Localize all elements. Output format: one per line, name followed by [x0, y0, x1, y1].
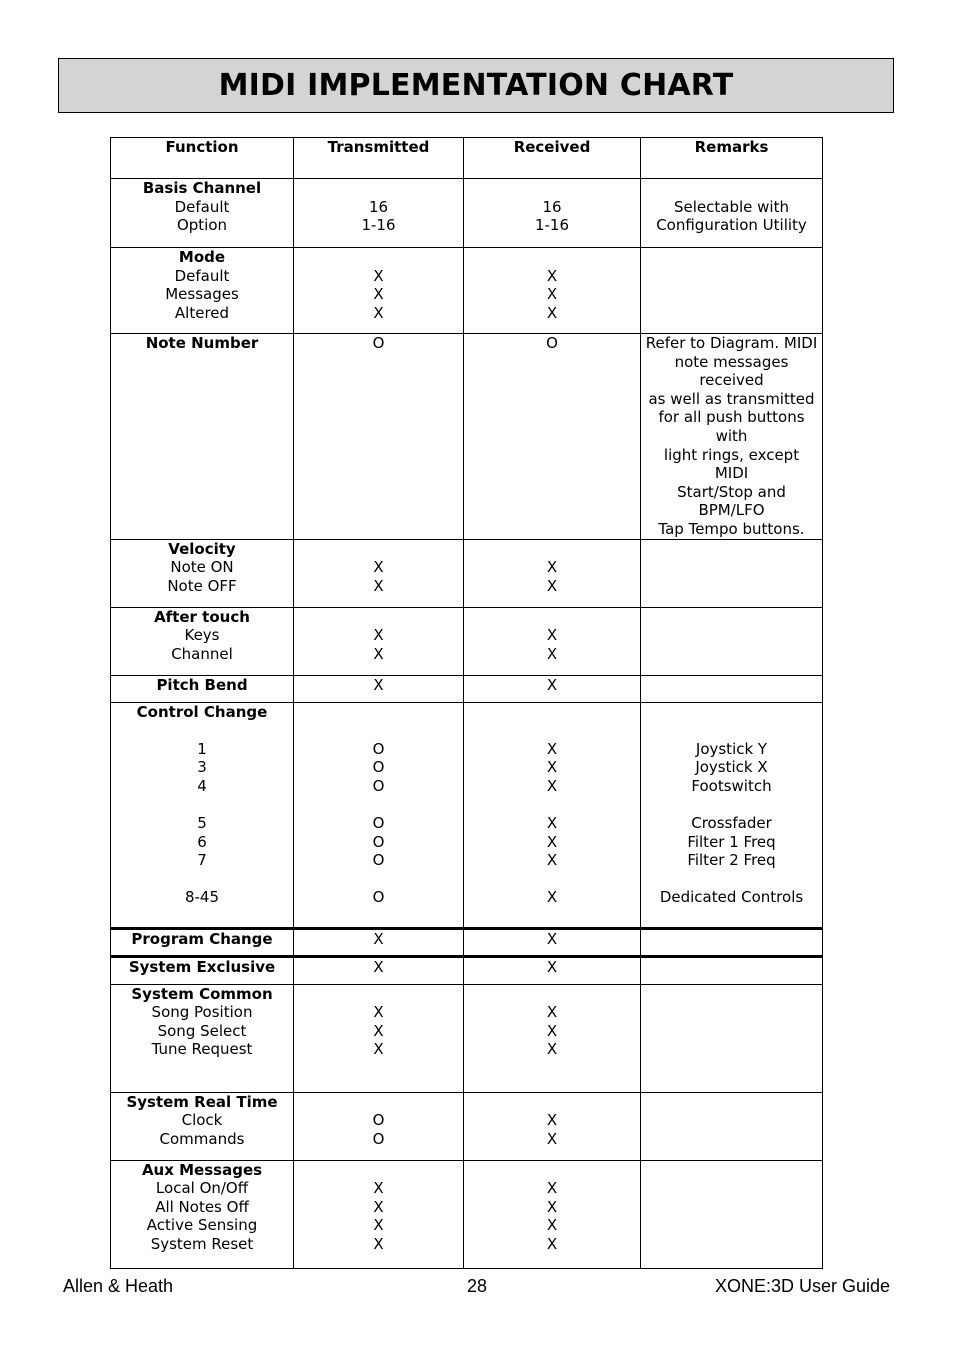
received-cell: [464, 675, 641, 702]
remarks-text: Selectable with: [674, 197, 789, 216]
remarks-cell: [641, 334, 823, 540]
function-heading: System Real Time: [126, 1092, 278, 1111]
received-value: X: [546, 1234, 558, 1253]
transmitted-value: O: [372, 832, 385, 851]
header-function: Function: [165, 138, 239, 156]
function-item: 3: [197, 758, 207, 777]
function-item: System Reset: [150, 1234, 254, 1253]
row-system-real-time: [111, 1092, 823, 1160]
received-cell: [464, 334, 641, 540]
transmitted-value: O: [372, 776, 385, 795]
transmitted-cell: [294, 702, 464, 928]
received-cell: [464, 607, 641, 675]
remarks-cell: [641, 179, 823, 248]
transmitted-cell: [294, 248, 464, 334]
remarks-cell: [641, 984, 823, 1092]
transmitted-value: X: [373, 957, 384, 976]
function-item: 5: [197, 814, 207, 833]
remarks-cell: [641, 702, 823, 928]
received-value: X: [546, 758, 558, 777]
transmitted-value: 1-16: [361, 216, 396, 235]
transmitted-value: O: [372, 851, 385, 870]
transmitted-value: O: [372, 739, 385, 758]
transmitted-cell: [294, 539, 464, 607]
function-item: 6: [197, 832, 207, 851]
received-cell: [464, 956, 641, 984]
row-note-number: [111, 334, 823, 540]
remarks-text: Refer to Diagram. MIDI: [645, 334, 818, 352]
remarks-cell: [641, 1160, 823, 1268]
received-value: 16: [542, 197, 562, 216]
function-cell: [111, 928, 294, 956]
row-system-exclusive: [111, 956, 823, 984]
function-item: 4: [197, 776, 207, 795]
footer-page-number: 28: [467, 1276, 488, 1296]
function-item: 7: [197, 851, 207, 870]
row-control-change: [111, 702, 823, 928]
function-item: Default: [174, 197, 230, 216]
received-value: X: [546, 675, 558, 694]
row-aux-messages: [111, 1160, 823, 1268]
remarks-cell: [641, 956, 823, 984]
remarks-text: for all push buttons with: [658, 408, 805, 445]
received-value: X: [546, 814, 558, 833]
received-cell: [464, 984, 641, 1092]
function-item: Commands: [159, 1129, 245, 1148]
transmitted-cell: [294, 984, 464, 1092]
row-program-change: [111, 928, 823, 956]
remarks-cell: [641, 928, 823, 956]
function-heading: Note Number: [145, 334, 259, 352]
remarks-text: Joystick Y: [695, 739, 768, 758]
remarks-cell: [641, 1092, 823, 1160]
remarks-cell: [641, 675, 823, 702]
received-value: X: [546, 1216, 558, 1235]
received-value: X: [546, 1197, 558, 1216]
remarks-text: Configuration Utility: [656, 216, 807, 235]
function-cell: [111, 179, 294, 248]
function-item: Active Sensing: [146, 1216, 258, 1235]
function-item: Channel: [171, 644, 233, 663]
remarks-text: note messages received: [674, 352, 789, 390]
remarks-text: as well as transmitted: [648, 389, 815, 408]
received-value: 1-16: [534, 216, 570, 235]
function-heading: Pitch Bend: [156, 675, 248, 694]
row-after-touch: [111, 607, 823, 675]
transmitted-value: X: [373, 929, 384, 948]
received-cell: [464, 1160, 641, 1268]
received-cell: [464, 539, 641, 607]
header-row: [111, 138, 823, 179]
header-remarks: Remarks: [694, 138, 769, 156]
remarks-text: Footswitch: [691, 776, 772, 795]
transmitted-value: X: [373, 1040, 384, 1059]
function-item: Option: [176, 216, 228, 235]
received-value: O: [546, 334, 558, 352]
function-item: All Notes Off: [155, 1197, 249, 1216]
function-cell: [111, 607, 294, 675]
transmitted-value: X: [373, 576, 384, 595]
function-heading: Aux Messages: [141, 1160, 263, 1179]
received-value: X: [546, 1003, 558, 1022]
received-value: X: [546, 1129, 558, 1148]
footer-document-title: XONE:3D User Guide: [714, 1276, 890, 1296]
received-value: X: [546, 739, 558, 758]
function-item: 1: [197, 739, 207, 758]
received-value: X: [546, 832, 558, 851]
remarks-text: Tap Tempo buttons.: [658, 519, 805, 538]
function-heading: Velocity: [168, 539, 236, 558]
transmitted-value: X: [373, 303, 384, 322]
received-value: X: [546, 1179, 558, 1198]
function-item: Default: [174, 266, 230, 285]
remarks-text: Crossfader: [691, 814, 772, 833]
function-heading: After touch: [154, 607, 250, 626]
received-value: X: [546, 929, 558, 948]
function-cell: [111, 956, 294, 984]
function-cell: [111, 1092, 294, 1160]
function-cell: [111, 702, 294, 928]
received-value: X: [546, 957, 558, 976]
transmitted-cell: [294, 334, 464, 540]
function-cell: [111, 334, 294, 540]
received-value: X: [546, 1021, 558, 1040]
function-cell: [111, 984, 294, 1092]
transmitted-value: X: [373, 285, 384, 304]
transmitted-value: X: [373, 644, 384, 663]
transmitted-cell: [294, 928, 464, 956]
received-cell: [464, 702, 641, 928]
transmitted-cell: [294, 1092, 464, 1160]
function-heading: Control Change: [136, 702, 268, 721]
transmitted-value: X: [373, 1021, 384, 1040]
received-value: X: [546, 1111, 558, 1130]
transmitted-value: X: [373, 675, 384, 694]
transmitted-value: X: [373, 558, 384, 577]
function-item: Song Select: [157, 1021, 247, 1040]
remarks-cell: [641, 607, 823, 675]
function-item: Tune Request: [151, 1040, 253, 1059]
row-velocity: [111, 539, 823, 607]
remarks-text: Filter 2 Freq: [687, 851, 776, 870]
transmitted-cell: [294, 607, 464, 675]
title-banner: [58, 58, 894, 113]
transmitted-value: X: [373, 1197, 384, 1216]
remarks-text: Dedicated Controls: [659, 888, 804, 907]
received-cell: [464, 179, 641, 248]
function-cell: [111, 248, 294, 334]
received-value: X: [546, 285, 558, 304]
received-value: X: [546, 266, 558, 285]
row-basis-channel: [111, 179, 823, 248]
function-heading: Basis Channel: [142, 179, 262, 197]
header-transmitted: Transmitted: [327, 138, 430, 156]
remarks-text: light rings, except MIDI: [663, 445, 800, 483]
received-value: X: [546, 888, 558, 907]
row-mode: [111, 248, 823, 334]
received-value: X: [546, 576, 558, 595]
transmitted-cell: [294, 956, 464, 984]
transmitted-value: O: [372, 888, 385, 907]
transmitted-value: O: [372, 758, 385, 777]
remarks-cell: [641, 248, 823, 334]
row-pitch-bend: [111, 675, 823, 702]
function-item: Clock: [181, 1111, 223, 1130]
transmitted-cell: [294, 675, 464, 702]
transmitted-value: O: [372, 814, 385, 833]
remarks-text: Start/Stop and BPM/LFO: [677, 482, 786, 520]
transmitted-value: 16: [368, 197, 389, 216]
transmitted-value: O: [372, 1111, 385, 1130]
header-received: Received: [513, 138, 591, 156]
function-heading: System Exclusive: [128, 957, 276, 976]
received-cell: [464, 928, 641, 956]
transmitted-value: X: [373, 266, 384, 285]
remarks-cell: [641, 539, 823, 607]
function-item: Note ON: [170, 558, 234, 577]
row-system-common: [111, 984, 823, 1092]
function-item: Altered: [174, 303, 230, 322]
transmitted-value: X: [373, 626, 384, 645]
function-heading: System Common: [131, 984, 273, 1003]
transmitted-value: X: [373, 1179, 384, 1198]
function-heading: Program Change: [131, 929, 273, 948]
transmitted-cell: [294, 179, 464, 248]
transmitted-cell: [294, 1160, 464, 1268]
function-item: Local On/Off: [155, 1179, 249, 1198]
function-item: 8-45: [184, 888, 220, 907]
transmitted-value: X: [373, 1216, 384, 1235]
received-cell: [464, 1092, 641, 1160]
transmitted-value: X: [373, 1003, 384, 1022]
received-value: X: [546, 851, 558, 870]
remarks-text: Joystick X: [695, 758, 768, 777]
received-value: X: [546, 776, 558, 795]
page-title: MIDI IMPLEMENTATION CHART: [218, 68, 734, 103]
remarks-text: Filter 1 Freq: [687, 832, 776, 851]
function-heading: Mode: [178, 248, 226, 266]
function-cell: [111, 1160, 294, 1268]
transmitted-value: O: [372, 1129, 385, 1148]
received-value: X: [546, 1040, 558, 1059]
midi-implementation-table: [110, 137, 823, 1269]
transmitted-value: X: [373, 1234, 384, 1253]
function-item: Keys: [184, 626, 220, 645]
function-item: Messages: [165, 285, 239, 304]
function-cell: [111, 675, 294, 702]
footer-company: Allen & Heath: [63, 1276, 174, 1296]
received-value: X: [546, 626, 558, 645]
received-value: X: [546, 644, 558, 663]
received-cell: [464, 248, 641, 334]
received-value: X: [546, 303, 558, 322]
received-value: X: [546, 558, 558, 577]
function-item: Note OFF: [167, 576, 237, 595]
function-item: Song Position: [151, 1003, 253, 1022]
function-cell: [111, 539, 294, 607]
transmitted-value: O: [372, 334, 385, 352]
